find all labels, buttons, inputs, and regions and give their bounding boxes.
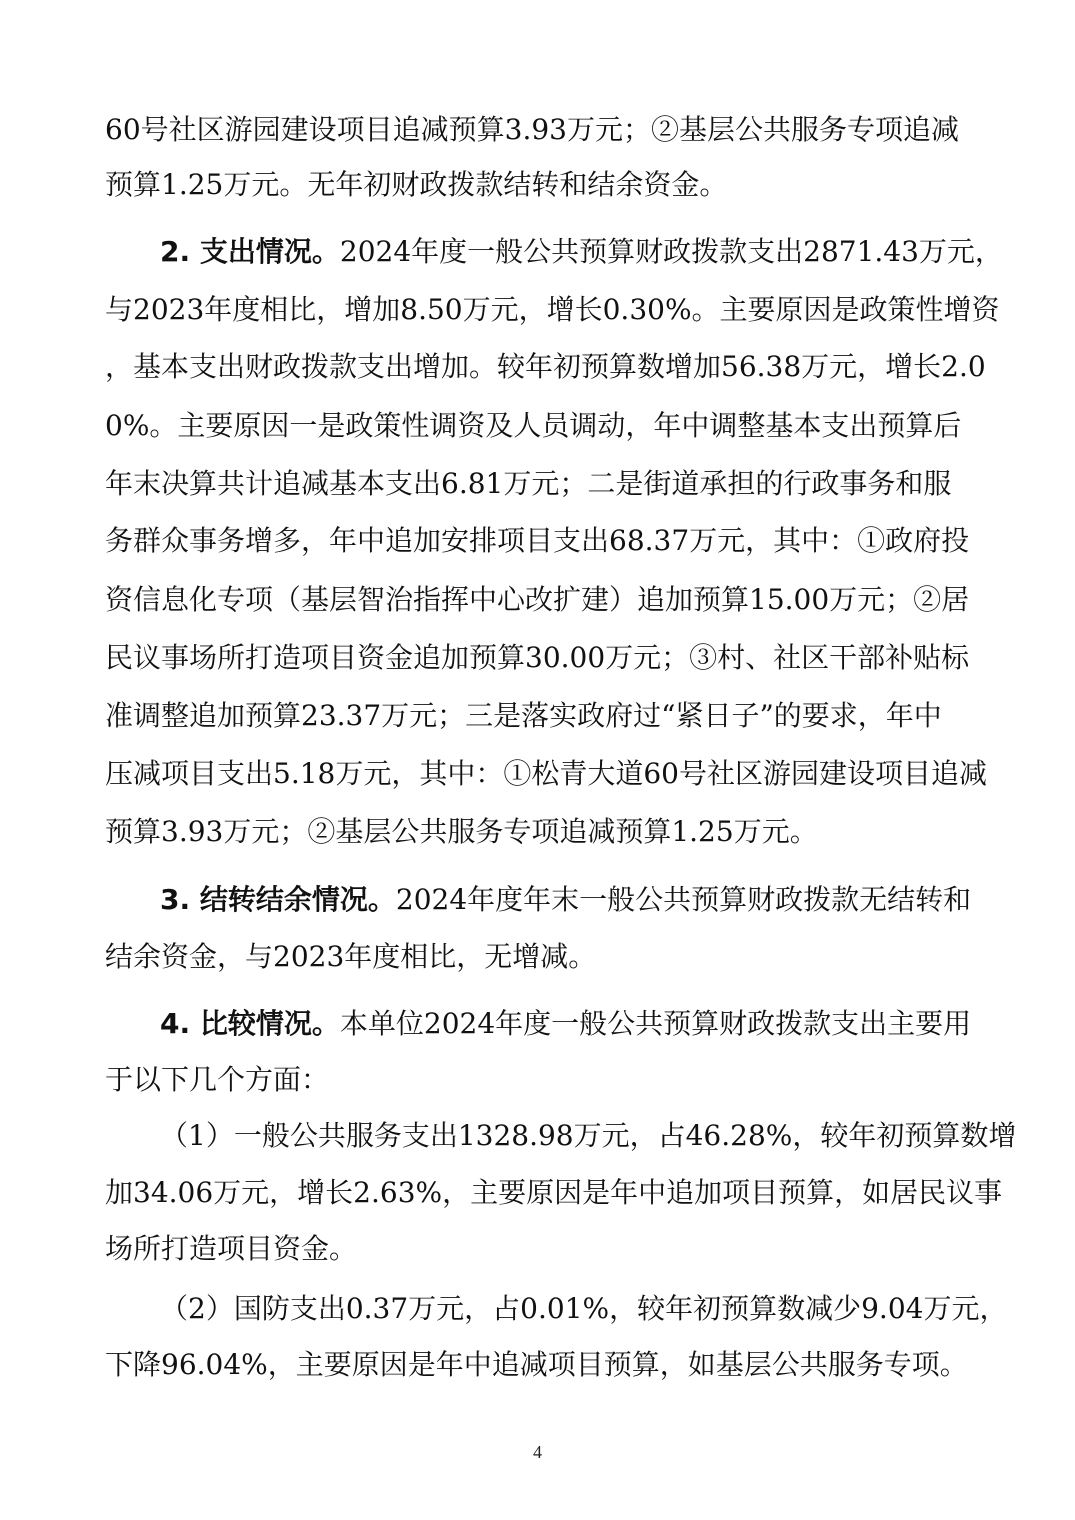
text-line <box>105 521 975 561</box>
line-text: 准调整追加预算23.37万元；三是落实政府过“紧日子”的要求，年中 <box>105 699 942 732</box>
line-text: 下降96.04%，主要原因是年中追减项目预算，如基层公共服务专项。 <box>105 1348 968 1381</box>
text-line <box>160 1116 1017 1156</box>
text-line <box>105 937 975 977</box>
line-text: 年末决算共计追减基本支出6.81万元；二是街道承担的行政事务和服 <box>105 467 952 500</box>
line-text: ，基本支出财政拨款支出增加。较年初预算数增加56.38万元，增长2.0 <box>105 350 986 383</box>
line-text: 预算1.25万元。无年初财政拨款结转和结余资金。 <box>105 168 728 201</box>
text-line <box>160 1289 1008 1329</box>
line-text: 2024年度年末一般公共预算财政拨款无结转和 <box>395 883 972 916</box>
heading-comparison: 4. 比较情况。 <box>160 1007 340 1040</box>
text-line <box>105 347 986 387</box>
line-text: 压减项目支出5.18万元，其中：①松青大道60号社区游园建设项目追减 <box>105 757 987 790</box>
line-text: 资信息化专项（基层智治指挥中心改扩建）追加预算15.00万元；②居 <box>105 583 970 616</box>
text-line <box>105 754 987 794</box>
line-text: 加34.06万元，增长2.63%，主要原因是年中追加项目预算，如居民议事 <box>105 1176 1003 1209</box>
line-text: 0%。主要原因一是政策性调资及人员调动，年中调整基本支出预算后 <box>105 409 962 442</box>
line-text: 2024年度一般公共预算财政拨款支出2871.43万元， <box>339 235 1003 268</box>
text-line <box>105 638 975 678</box>
heading-expenditure: 2. 支出情况。 <box>160 235 340 268</box>
line-text: 务群众事务增多，年中追加安排项目支出68.37万元，其中：①政府投 <box>105 524 970 557</box>
section-heading-line <box>160 232 1003 272</box>
heading-carryover: 3. 结转结余情况。 <box>160 883 396 916</box>
line-text: 结余资金，与2023年度相比，无增减。 <box>105 940 597 973</box>
line-text: 预算3.93万元；②基层公共服务专项追减预算1.25万元。 <box>105 815 818 848</box>
text-line <box>105 696 975 736</box>
line-text: 60号社区游园建设项目追减预算3.93万元；②基层公共服务专项追减 <box>105 113 959 146</box>
text-line <box>105 1173 1003 1213</box>
line-text: 与2023年度相比，增加8.50万元，增长0.30%。主要原因是政策性增资 <box>105 293 1000 326</box>
line-text: （2）国防支出0.37万元，占0.01%，较年初预算数减少9.04万元， <box>160 1292 1008 1325</box>
text-line <box>105 406 975 446</box>
line-text: 民议事场所打造项目资金追加预算30.00万元；③村、社区干部补贴标 <box>105 641 970 674</box>
line-text: 于以下几个方面： <box>105 1063 330 1096</box>
text-line <box>105 290 1000 330</box>
text-line <box>105 464 975 504</box>
text-line <box>105 1345 975 1385</box>
section-heading-line <box>160 880 975 920</box>
text-line <box>105 580 975 620</box>
page-number: 4 <box>533 1442 542 1462</box>
text-line <box>105 165 975 205</box>
line-text: （1）一般公共服务支出1328.98万元，占46.28%，较年初预算数增 <box>160 1119 1017 1152</box>
text-line <box>105 812 975 852</box>
section-heading-line <box>160 1004 975 1044</box>
text-line <box>105 1229 975 1269</box>
text-line <box>105 1060 975 1100</box>
line-text: 场所打造项目资金。 <box>105 1232 358 1265</box>
text-line <box>105 110 975 150</box>
line-text: 本单位2024年度一般公共预算财政拨款支出主要用 <box>339 1007 972 1040</box>
